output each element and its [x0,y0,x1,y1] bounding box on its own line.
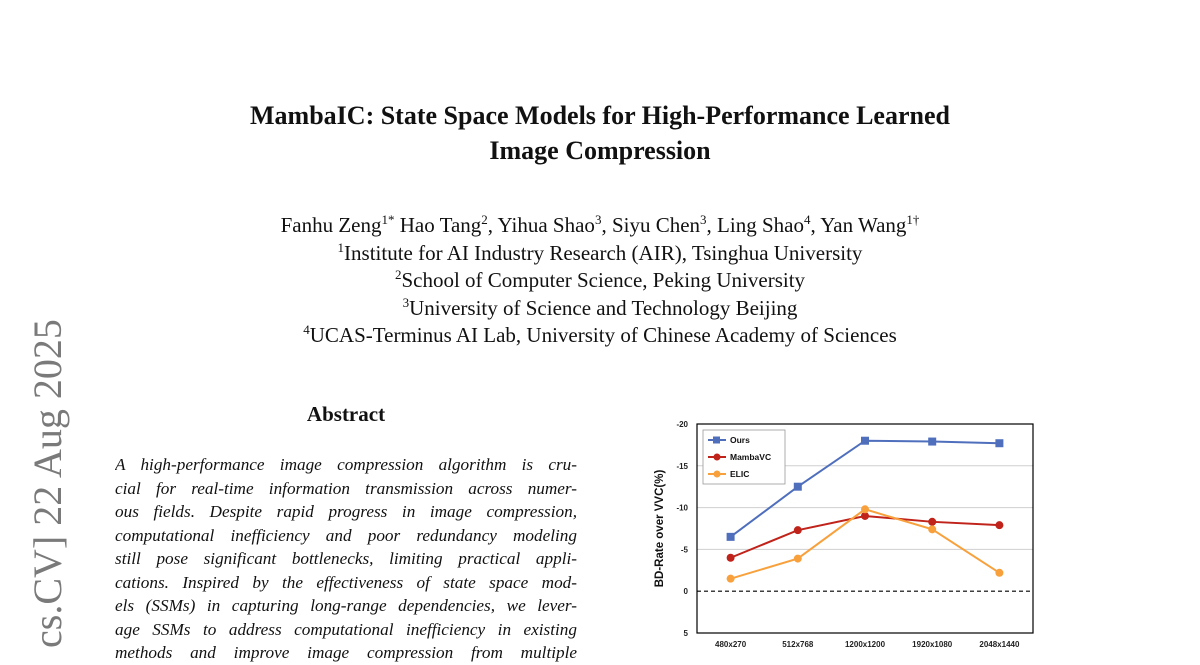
y-tick-label: -10 [676,503,688,513]
legend-label: Ours [730,435,750,445]
y-tick-label: -15 [676,461,688,471]
data-point [861,437,869,445]
author-name: Yan Wang [820,213,907,237]
data-point [928,518,936,526]
y-axis-label: BD-Rate over VVC(%) [654,469,666,588]
arxiv-stamp: cs.CV] 22 Aug 2025 [25,319,70,648]
legend-marker [714,471,721,478]
affiliation [0,240,1200,268]
affiliation-text: Institute for AI Industry Research (AIR), Tsinghua University [344,240,863,265]
series-line [731,516,1000,558]
data-point [995,521,1003,529]
author-sup: 2 [481,212,488,227]
abstract-line: cations. Inspired by the effectiveness of state space mod- [115,572,577,592]
title-line-2: Image Compression [489,136,711,165]
data-point [794,483,802,491]
data-point [928,525,936,533]
data-point [928,438,936,446]
data-point [861,505,869,513]
y-tick-label: -20 [676,420,688,429]
x-tick-label: 512x768 [782,640,814,648]
affiliation [0,322,1200,350]
title-line-1: MambaIC: State Space Models for High-Performance Learned [250,101,950,130]
abstract-line: cial for real-time information transmission across numer- [115,478,577,498]
affiliation-sup: 2 [394,267,402,282]
abstract-line: computational inefficiency and poor redundancy modeling [115,525,577,545]
data-point [794,555,802,563]
abstract-body [115,453,577,665]
data-point [794,526,802,534]
author-sup: 3 [594,212,602,227]
bd-rate-chart [645,414,1045,648]
author-name: Siyu Chen [611,213,701,237]
affiliation-text: UCAS-Terminus AI Lab, University of Chinese Academy of Sciences [309,323,897,347]
author-name: Ling Shao [717,213,804,237]
chart-svg [645,414,1045,648]
y-tick-label: 5 [683,629,688,638]
x-tick-label: 2048x1440 [979,640,1020,648]
legend-label: MambaVC [730,452,772,462]
affiliation [0,295,1200,323]
author-name: Fanhu Zeng [280,213,382,237]
abstract-line: age SSMs to address computational inefficiency in existing [115,619,577,639]
author-name: Yihua Shao [497,213,595,237]
abstract-line: ous fields. Despite rapid progress in image compression, [115,502,577,521]
legend-marker [714,454,721,461]
author-block [0,212,1200,350]
author-sup: 1* [381,212,395,227]
paper-title [0,98,1200,168]
author-name: Hao Tang [399,213,482,237]
x-tick-label: 1920x1080 [912,640,953,648]
abstract-line: A high-performance image compression algorithm is cru- [115,455,577,474]
data-point [727,554,735,562]
abstract-line: still pose significant bottlenecks, limiting practical appli- [115,549,577,568]
y-tick-label: -5 [680,545,688,555]
data-point [727,533,735,541]
affiliation [0,267,1200,295]
data-point [995,439,1003,447]
x-tick-label: 480x270 [715,640,747,648]
affiliation-text: University of Science and Technology Beijing [409,295,798,320]
abstract-heading: Abstract [306,402,386,426]
author-sup: 3 [700,212,707,227]
data-point [727,575,735,583]
author-sup: 4 [803,212,811,227]
affiliation-text: School of Computer Science, Peking University [401,268,806,292]
data-point [995,569,1003,577]
legend-label: ELIC [730,469,750,479]
affiliation-sup: 3 [402,294,410,310]
abstract-line: els (SSMs) in capturing long-range dependencies, we lever- [115,596,577,615]
x-tick-label: 1200x1200 [844,640,886,648]
author-sup: 1† [906,212,920,227]
y-tick-label: 0 [683,587,688,597]
abstract-line: methods and improve image compression from multiple [115,643,577,662]
affiliation-sup: 1 [337,239,345,255]
affiliation-sup: 4 [303,322,310,337]
legend-marker [713,437,720,444]
author-list: Fanhu Zeng$^{1*}$ Hao Tang$^2$, Yihua Shao$^3$, Siyu Chen$^3$, Ling Shao$^4$, Yan Wang$^{1\dagger}$ [280,212,920,237]
